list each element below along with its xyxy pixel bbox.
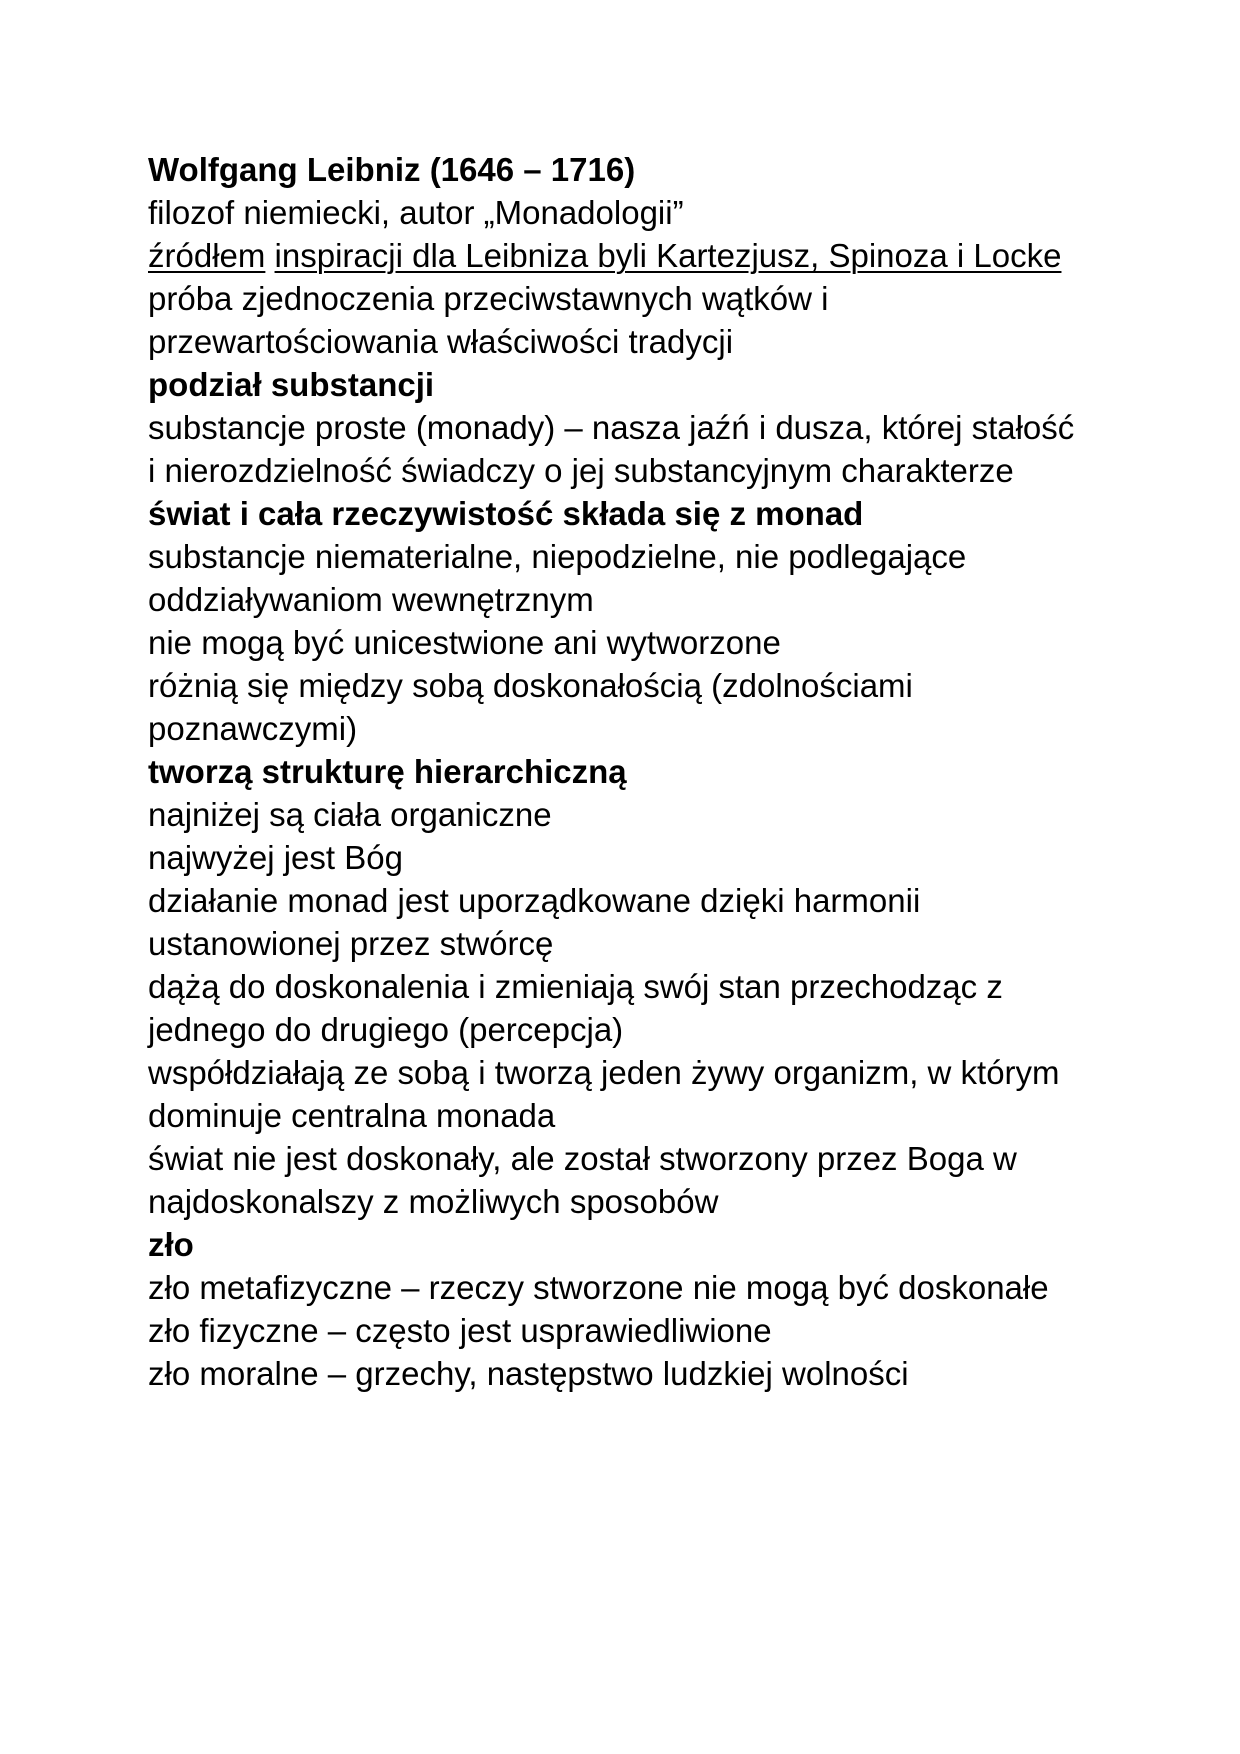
link-inspiration-text[interactable]: inspiracji dla Leibniza byli Kartezjusz, Spinoza i Locke: [274, 237, 1062, 274]
simple-substances-paragraph: substancje proste (monady) – nasza jaźń i dusza, której stałość i nierozdzielność świadczy o jej substancyjnym charakterze: [148, 409, 1075, 489]
best-world-paragraph: świat nie jest doskonały, ale został stworzony przez Boga w najdoskonalszy z możliwych sposobów: [148, 1140, 1017, 1220]
world-heading: świat i cała rzeczywistość składa się z monad: [148, 495, 864, 532]
evil-physical-paragraph: zło fizyczne – często jest usprawiedliwione: [148, 1312, 772, 1349]
evil-heading: zło: [148, 1226, 194, 1263]
substance-heading: podział substancji: [148, 366, 435, 403]
highest-paragraph: najwyżej jest Bóg: [148, 839, 403, 876]
evil-moral-paragraph: zło moralne – grzechy, następstwo ludzkiej wolności: [148, 1355, 909, 1392]
link-source-word[interactable]: źródłem: [148, 237, 266, 274]
subtitle: filozof niemiecki, autor „Monadologii”: [148, 194, 684, 231]
monads-permanence-paragraph: nie mogą być unicestwione ani wytworzone: [148, 624, 781, 661]
document-title: Wolfgang Leibniz (1646 – 1716): [148, 151, 636, 188]
inspiration-paragraph: [148, 234, 1088, 277]
evil-metaphysical-paragraph: zło metafizyczne – rzeczy stworzone nie mogą być doskonałe: [148, 1269, 1049, 1306]
hierarchy-heading: tworzą strukturę hierarchiczną: [148, 753, 627, 790]
monads-nature-paragraph: substancje niematerialne, niepodzielne, nie podlegające oddziaływaniom wewnętrznym: [148, 538, 967, 618]
perfection-paragraph: dążą do doskonalenia i zmieniają swój stan przechodząc z jednego do drugiego (percepcja): [148, 968, 1003, 1048]
organism-paragraph: współdziałają ze sobą i tworzą jeden żywy organizm, w którym dominuje centralna monada: [148, 1054, 1060, 1134]
harmony-paragraph: działanie monad jest uporządkowane dzięki harmonii ustanowionej przez stwórcę: [148, 882, 921, 962]
document-body: [148, 148, 1088, 1395]
monads-difference-paragraph: różnią się między sobą doskonałością (zdolnościami poznawczymi): [148, 667, 913, 747]
attempt-paragraph: próba zjednoczenia przeciwstawnych wątków i przewartościowania właściwości tradycji: [148, 280, 829, 360]
lowest-paragraph: najniżej są ciała organiczne: [148, 796, 552, 833]
